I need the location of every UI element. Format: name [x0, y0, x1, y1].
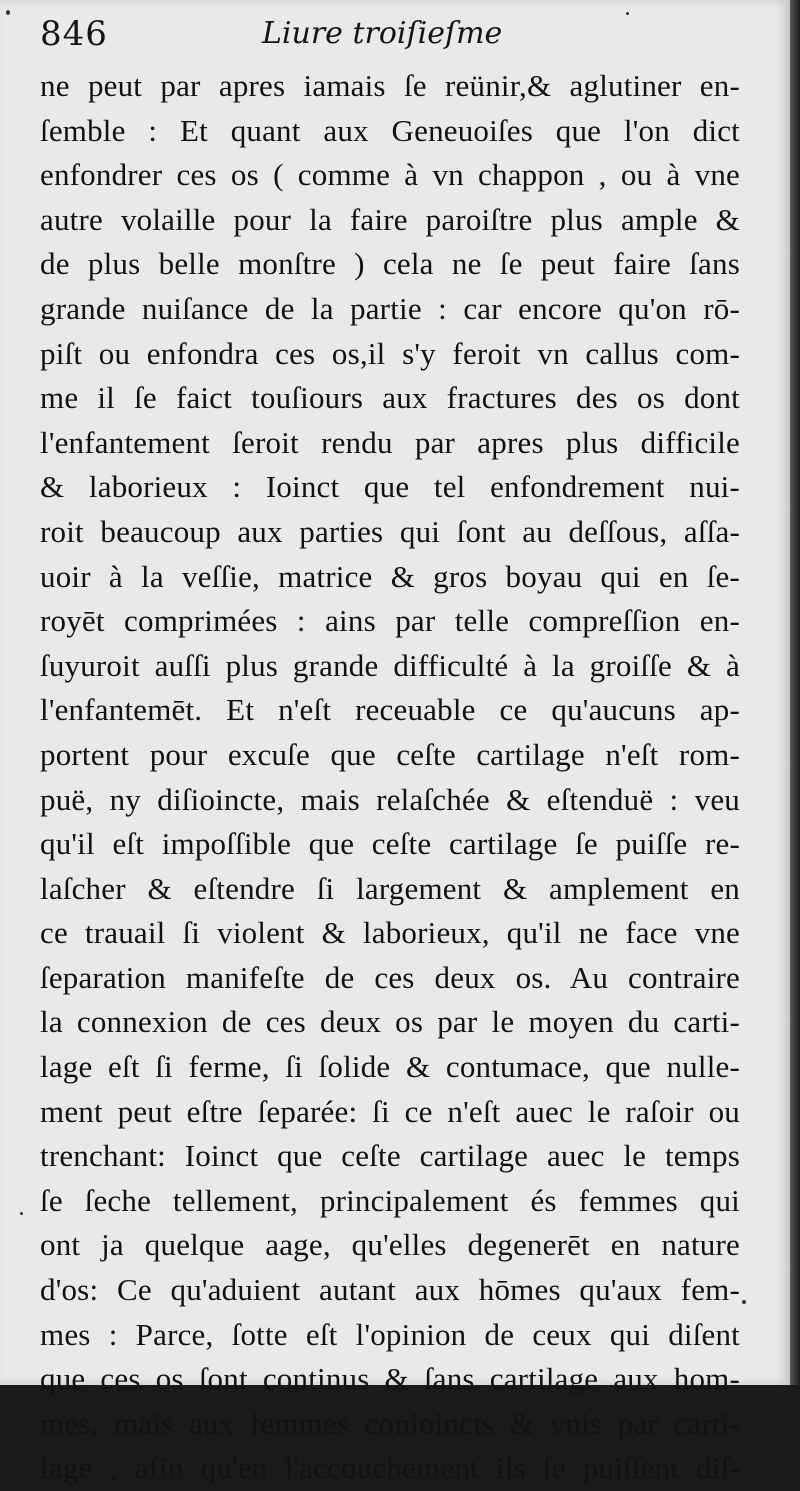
text-line: mes, mais aux femmes conioincts & vnis par carti-: [40, 1405, 740, 1441]
text-line: ment peut eſtre ſeparée: ſi ce n'eſt auec le raſoir ou: [40, 1093, 740, 1129]
text-line: uoir à la veſſie, matrice & gros boyau qui en ſe-: [40, 558, 740, 594]
text-line: roit beaucoup aux parties qui ſont au deſſous, aſſa-: [40, 513, 740, 549]
text-line: laſcher & eſtendre ſi largement & amplement en: [40, 870, 740, 906]
text-line: lage eſt ſi ferme, ſi ſolide & contumace, que nulle-: [40, 1049, 740, 1085]
text-line: ſe ſeche tellement, principalement és femmes qui: [40, 1182, 740, 1218]
text-line: & laborieux : Ioinct que tel enfondrement nui-: [40, 469, 740, 505]
text-line: ſuyuroit auſſi plus grande difficulté à la groiſſe & à: [40, 647, 740, 683]
text-line: la connexion de ces deux os par le moyen du carti-: [40, 1004, 740, 1040]
text-line: ne peut par apres iamais ſe reünir,& aglutiner en-: [40, 68, 740, 103]
text-line: de plus belle monſtre ) cela ne ſe peut faire ſans: [40, 246, 740, 282]
text-line: d'os: Ce qu'aduient autant aux hōmes qu'aux fem-: [40, 1272, 740, 1308]
ink-speck: [626, 12, 629, 15]
text-line: lage , afin qu'en l'accouchement ils ſe puiſſent diſ-: [40, 1450, 740, 1486]
page-header: [40, 14, 720, 58]
text-line: piſt ou enfondra ces os,il s'y feroit vn callus com-: [40, 335, 740, 371]
text-line: trenchant: Ioinct que ceſte cartilage auec le temps: [40, 1138, 740, 1174]
text-line: ont ja quelque aage, qu'elles degenerēt en nature: [40, 1227, 740, 1263]
text-line: autre volaille pour la faire paroiſtre plus ample &: [40, 201, 740, 237]
page-edge-shadow: [790, 0, 800, 1385]
text-line: grande nuiſance de la partie : car encore qu'on rō-: [40, 290, 740, 326]
ink-speck: [6, 10, 10, 15]
text-line: royēt comprimées : ains par telle compreſſion en-: [40, 603, 740, 639]
text-line: ce trauail ſi violent & laborieux, qu'il ne face vne: [40, 915, 740, 951]
body-text: [40, 64, 740, 1491]
text-line: enfondrer ces os ( comme à vn chappon , ou à vne: [40, 157, 740, 193]
text-line: l'enfantemēt. Et n'eſt receuable ce qu'aucuns ap-: [40, 692, 740, 728]
text-line: l'enfantement ſeroit rendu par apres plus difficile: [40, 424, 740, 460]
text-line: ſeparation manifeſte de ces deux os. Au contraire: [40, 959, 740, 995]
ink-speck: [742, 1300, 746, 1304]
ink-speck: [20, 1212, 23, 1215]
text-line: me il ſe faict touſiours aux fractures des os dont: [40, 380, 740, 416]
text-line: qu'il eſt impoſſible que ceſte cartilage ſe puiſſe re-: [40, 826, 740, 862]
running-title: Liure troiſieſme: [262, 16, 503, 51]
text-line: portent pour excuſe que ceſte cartilage n'eſt rom-: [40, 736, 740, 772]
text-line: mes : Parce, ſotte eſt l'opinion de ceux qui diſent: [40, 1316, 740, 1352]
page-number: 846: [40, 14, 108, 54]
text-line: puë, ny diſioincte, mais relaſchée & eſtenduë : veu: [40, 781, 740, 817]
text-line: que ces os ſont continus & ſans cartilage aux hom-: [40, 1361, 740, 1397]
text-line: ſemble : Et quant aux Geneuoiſes que l'on dict: [40, 112, 740, 148]
